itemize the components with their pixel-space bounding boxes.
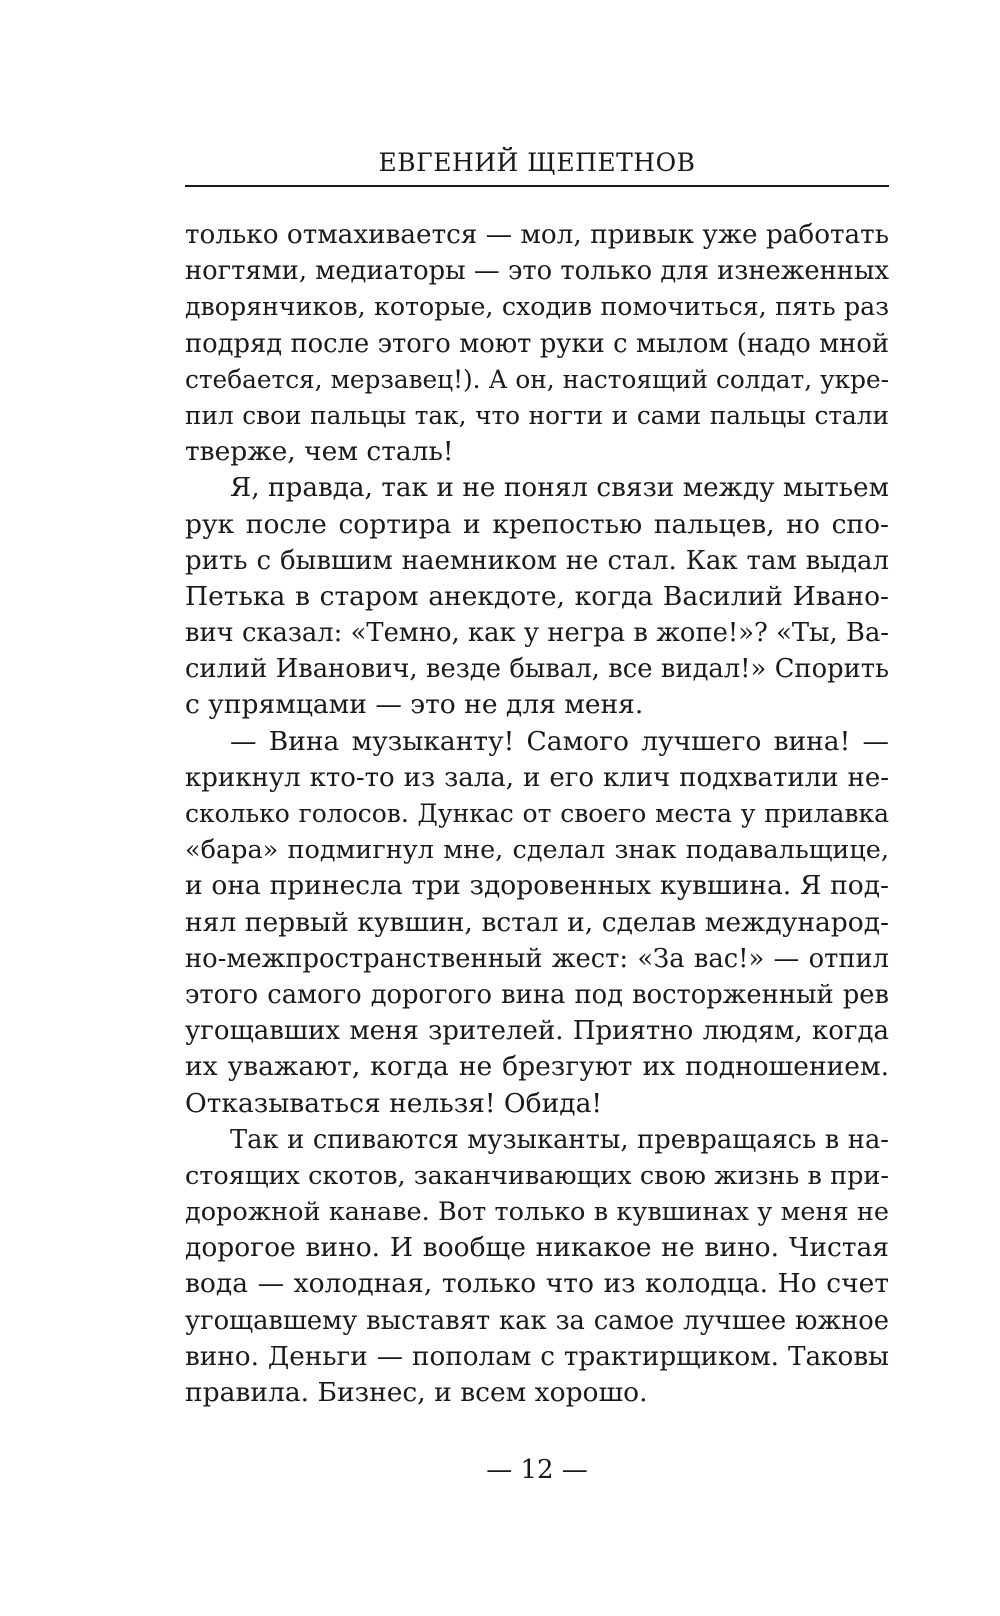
text-line: — Вина музыканту! Самого лучшего вина! — <box>230 725 889 757</box>
header-rule <box>185 185 889 187</box>
text-line: дорожной канаве. Вот только в кувшинах у меня не <box>185 1197 889 1228</box>
text-line: Петька в старом анекдоте, когда Василий Ивано- <box>185 580 889 612</box>
text-line: угощавших меня зрителей. Приятно людям, когда <box>185 1016 889 1047</box>
text-line: Я, правда, так и не понял связи между мытьем <box>230 473 889 504</box>
text-line: пил свои пальцы так, что ногти и сами пальцы стали <box>185 400 889 430</box>
text-line: этого самого дорогого вина под восторженный рев <box>185 979 889 1010</box>
body-text <box>185 217 889 1411</box>
text-line: с упрямцами — это не для меня. <box>185 689 644 721</box>
text-line: дворянчиков, которые, сходив помочиться, пять раз <box>185 292 889 322</box>
text-line: вода — холодная, только что из колодца. Но счет <box>185 1268 889 1300</box>
text-line: крикнул кто-то из зала, и его клич подхватили не- <box>185 762 889 793</box>
text-line: стебается, мерзавец!). А он, настоящий солдат, укре- <box>185 364 889 394</box>
text-line: Отказываться нельзя! Обида! <box>185 1087 603 1119</box>
text-line: и она принесла три здоровенных кувшина. Я под- <box>185 870 889 902</box>
text-line: Так и спиваются музыканты, превращаясь в на- <box>230 1124 889 1155</box>
text-line: стоящих скотов, заканчивающих свою жизнь в при- <box>185 1160 889 1191</box>
text-line: вич сказал: «Темно, как у негра в жопе!»? «Ты, Ва- <box>185 618 889 649</box>
text-line: ногтями, медиаторы — это только для изнеженных <box>185 256 889 287</box>
text-line: «бара» подмигнул мне, сделал знак подавальщице, <box>185 835 889 866</box>
text-line: только отмахивается — мол, привык уже работать <box>185 220 889 250</box>
text-line: подряд после этого моют руки с мылом (надо мной <box>185 328 889 359</box>
text-line: тверже, чем сталь! <box>185 436 454 468</box>
text-line: угощавшему выставят как за самое лучшее южное <box>185 1305 889 1336</box>
text-line: рук после сортира и крепостью пальцев, но спо- <box>185 508 889 540</box>
page-number: — 12 — <box>486 1455 588 1485</box>
text-line: нял первый кувшин, встал и, сделав международ- <box>185 906 889 938</box>
text-line: но-межпространственный жест: «За вас!» — отпил <box>185 943 889 974</box>
text-line: правила. Бизнес, и всем хорошо. <box>185 1377 648 1408</box>
text-line: сколько голосов. Дункас от своего места у прилавка <box>185 799 889 828</box>
text-line: рить с бывшим наемником не стал. Как там выдал <box>185 545 889 576</box>
text-line: силий Иванович, везде бывал, все видал!» Спорить <box>185 654 889 685</box>
text-line: дорогое вино. И вообще никакое не вино. Чистая <box>185 1232 889 1264</box>
running-head-author: ЕВГЕНИЙ ЩЕПЕТНОВ <box>378 148 696 177</box>
text-line: вино. Деньги — пополам с трактирщиком. Таковы <box>185 1341 889 1372</box>
text-line: их уважают, когда не брезгуют их подношением. <box>185 1051 889 1083</box>
